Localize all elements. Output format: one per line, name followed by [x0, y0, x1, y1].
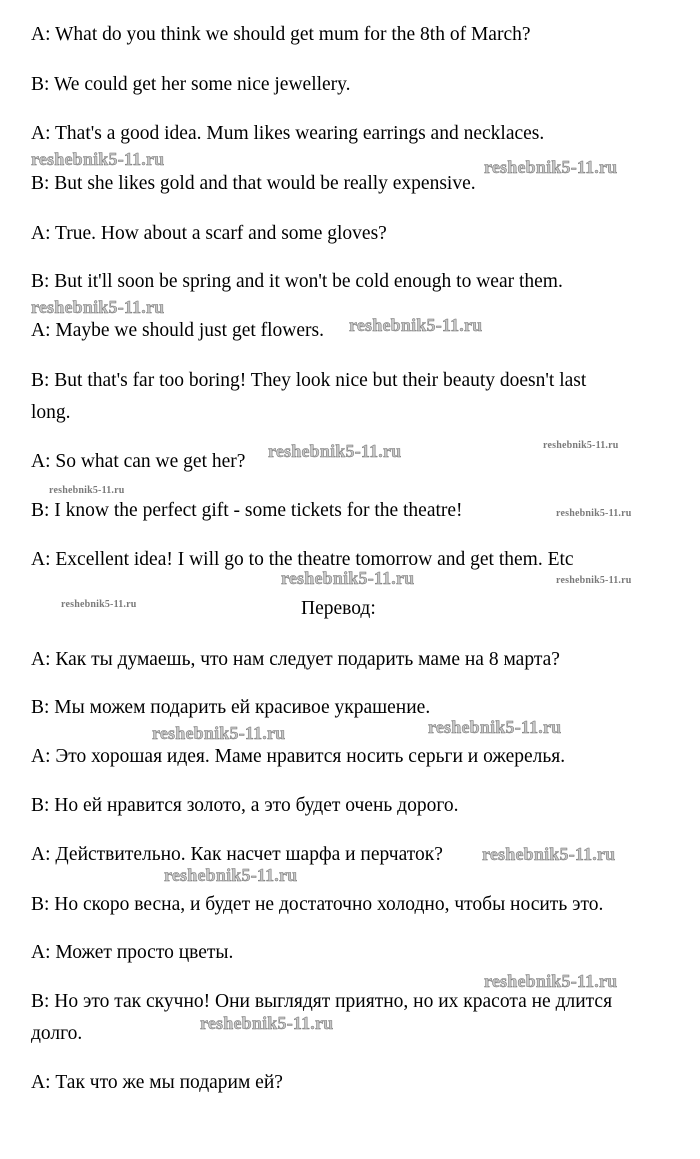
dialogue-line: B: Но скоро весна, и будет не достаточно холодно, чтобы носить это. — [31, 894, 604, 915]
watermark: reshebnik5-11.ru — [482, 844, 616, 864]
dialogue-line: долго. — [31, 1023, 83, 1044]
watermark: reshebnik5-11.ru — [281, 568, 415, 588]
watermark: reshebnik5-11.ru — [268, 441, 402, 461]
dialogue-line: long. — [31, 402, 71, 423]
dialogue-line: B: Мы можем подарить ей красивое украшение. — [31, 697, 431, 718]
dialogue-line: B: Но ей нравится золото, а это будет очень дорого. — [31, 795, 459, 816]
dialogue-line: B: But it'll soon be spring and it won't be cold enough to wear them. — [31, 271, 563, 292]
dialogue-line: B: We could get her some nice jewellery. — [31, 74, 351, 95]
watermark: reshebnik5-11.ru — [484, 157, 618, 177]
watermark: reshebnik5-11.ru — [152, 723, 286, 743]
dialogue-line: A: Может просто цветы. — [31, 942, 234, 963]
watermark: reshebnik5-11.ru — [200, 1013, 334, 1033]
dialogue-line: A: Excellent idea! I will go to the theatre tomorrow and get them. Etc — [31, 549, 574, 570]
watermark: reshebnik5-11.ru — [556, 508, 632, 519]
watermark: reshebnik5-11.ru — [484, 971, 618, 991]
dialogue-line: B: But that's far too boring! They look nice but their beauty doesn't last — [31, 370, 587, 391]
dialogue-line: B: Но это так скучно! Они выглядят приятно, но их красота не длится — [31, 991, 613, 1012]
dialogue-line: A: Так что же мы подарим ей? — [31, 1072, 283, 1093]
dialogue-line: A: Maybe we should just get flowers. — [31, 320, 324, 341]
dialogue-line: A: That's a good idea. Mum likes wearing earrings and necklaces. — [31, 123, 545, 144]
dialogue-line: A: So what can we get her? — [31, 451, 246, 472]
watermark: reshebnik5-11.ru — [164, 865, 298, 885]
watermark: reshebnik5-11.ru — [428, 717, 562, 737]
dialogue-line: A: What do you think we should get mum for the 8th of March? — [31, 24, 531, 45]
watermark: reshebnik5-11.ru — [543, 440, 619, 451]
dialogue-line: A: Действительно. Как насчет шарфа и перчаток? — [31, 844, 443, 865]
dialogue-line: B: I know the perfect gift - some tickets for the theatre! — [31, 500, 463, 521]
watermark: reshebnik5-11.ru — [49, 485, 125, 496]
watermark: reshebnik5-11.ru — [31, 149, 165, 169]
dialogue-line: A: True. How about a scarf and some gloves? — [31, 223, 387, 244]
watermark: reshebnik5-11.ru — [349, 315, 483, 335]
dialogue-line: B: But she likes gold and that would be really expensive. — [31, 173, 476, 194]
translation-title: Перевод: — [301, 598, 376, 619]
dialogue-line: A: Это хорошая идея. Маме нравится носить серьги и ожерелья. — [31, 746, 566, 767]
watermark: reshebnik5-11.ru — [31, 297, 165, 317]
watermark: reshebnik5-11.ru — [61, 599, 137, 610]
watermark: reshebnik5-11.ru — [556, 575, 632, 586]
dialogue-line: A: Как ты думаешь, что нам следует подарить маме на 8 марта? — [31, 649, 560, 670]
